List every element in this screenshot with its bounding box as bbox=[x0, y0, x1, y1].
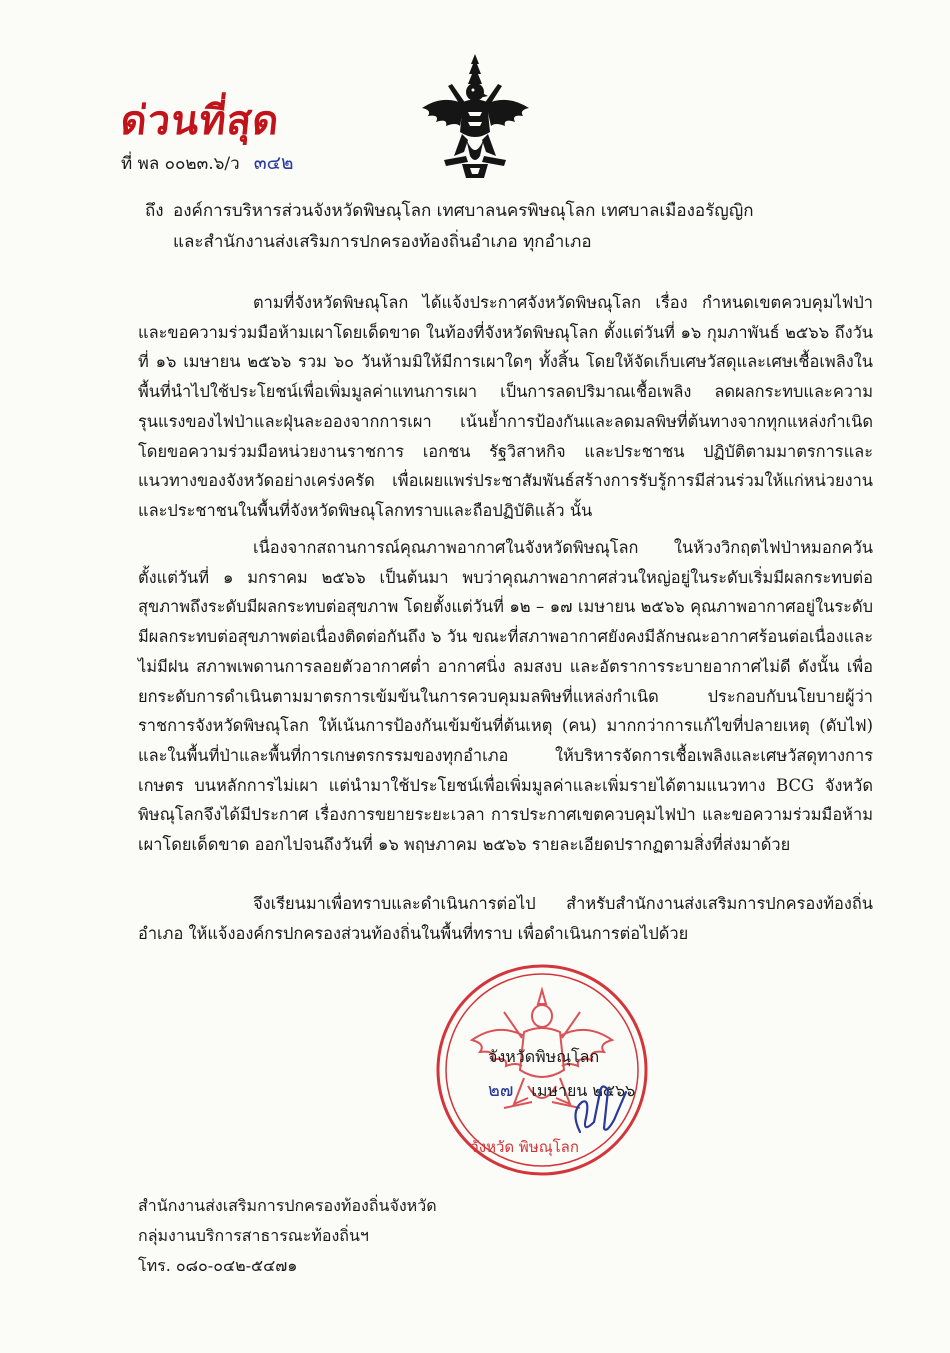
contact-footer bbox=[138, 1191, 437, 1281]
body-paragraph-1 bbox=[138, 288, 873, 526]
body-paragraph-3 bbox=[138, 889, 873, 948]
signing-day-handwritten: ๒๗ bbox=[488, 1080, 514, 1101]
body-paragraph-1-text: ตามที่จังหวัดพิษณุโลก ได้แจ้งประกาศจังหวัดพิษณุโลก เรื่อง กำหนดเขตควบคุมไฟป่า และขอความร่วมมือห้ามเผาโดยเด็ดขาด ในท้องที่จังหวัดพิษณุโลก ตั้งแต่วันที่ ๑๖ กุมภาพันธ์ ๒๕๖๖ ถึงวันที่ ๑๖ เมษายน ๒๕๖๖ รวม ๖๐ วันห้ามมิให้มีการเผาใดๆ ทั้งสิ้น โดยให้จัดเก็บเศษวัสดุและเศษเชื้อเพลิงในพื้นที่นำไปใช้ประโยชน์เพื่อเพิ่มมูลค่าแทนการเผา เป็นการลดปริมาณเชื้อเพลิง ลดผลกระทบและความรุนแรงของไฟป่าและฝุ่นละอองจากการเผา เน้นย้ำการป้องกันและลดมลพิษที่ต้นทางจากทุกแหล่งกำเนิด โดยขอความร่วมมือหน่วยงานราชการ เอกชน รัฐวิสาหกิจ และประชาชน ปฏิบัติตามมาตรการและแนวทางของจังหวัดอย่างเคร่งครัด เพื่อเผยแพร่ประชาสัมพันธ์สร้างการรับรู้การมีส่วนร่วมให้แก่หน่วยงานและประชาชนในพื้นที่จังหวัดพิษณุโลกทราบและถือปฏิบัติแล้ว นั้น bbox=[138, 293, 873, 520]
recipient-line-1: องค์การบริหารส่วนจังหวัดพิษณุโลก เทศบาลนครพิษณุโลก เทศบาลเมืองอรัญญิก bbox=[173, 201, 754, 221]
reference-number-text: ที่ พล ๐๐๒๓.๖/ว bbox=[121, 154, 240, 174]
footer-phone: โทร. ๐๘๐-๐๔๒-๕๔๗๑ bbox=[138, 1256, 298, 1275]
body-paragraph-3-text: จึงเรียนมาเพื่อทราบและดำเนินการต่อไป สำหรับสำนักงานส่งเสริมการปกครองท้องถิ่นอำเภอ ให้แจ้งองค์กรปกครองส่วนท้องถิ่นในพื้นที่ทราบ เพื่อดำเนินการต่อไปด้วย bbox=[138, 894, 873, 943]
recipient-block bbox=[145, 196, 754, 258]
body-paragraph-2-text: เนื่องจากสถานการณ์คุณภาพอากาศในจังหวัดพิษณุโลก ในห้วงวิกฤตไฟป่าหมอกควันตั้งแต่วันที่ ๑ มกราคม ๒๕๖๖ เป็นต้นมา พบว่าคุณภาพอากาศส่วนใหญ่อยู่ในระดับเริ่มมีผลกระทบต่อสุขภาพถึงระดับมีผลกระทบต่อสุขภาพ โดยตั้งแต่วันที่ ๑๒ – ๑๗ เมษายน ๒๕๖๖ คุณภาพอากาศอยู่ในระดับมีผลกระทบต่อสุขภาพต่อเนื่องติดต่อกันถึง ๖ วัน ขณะที่สภาพอากาศยังคงมีลักษณะอากาศร้อนต่อเนื่องและไม่มีฝน สภาพเพดานการลอยตัวอากาศต่ำ อากาศนิ่ง ลมสงบ และอัตราการระบายอากาศไม่ดี ดังนั้น เพื่อยกระดับการดำเนินตามมาตรการเข้มข้นในการควบคุมมลพิษที่แหล่งกำเนิด ประกอบกับนโยบายผู้ว่าราชการจังหวัดพิษณุโลก ให้เน้นการป้องกันเข้มข้นที่ต้นเหตุ (คน) มากกว่าการแก้ไขที่ปลายเหตุ (ดับไฟ) และในพื้นที่ป่าและพื้นที่การเกษตรกรรมของทุกอำเภอ ให้บริหารจัดการเชื้อเพลิงและเศษวัสดุทางการเกษตร บนหลักการไม่เผา แต่นำมาใช้ประโยชน์เพื่อเพิ่มมูลค่าและเพิ่มรายได้ตามแนวทาง BCG จังหวัดพิษณุโลกจึงได้มีประกาศ เรื่องการขยายระยะเวลา การประกาศเขตควบคุมไฟป่า และขอความร่วมมือห้ามเผาโดยเด็ดขาด ออกไปจนถึงวันที่ ๑๖ พฤษภาคม ๒๕๖๖ รายละเอียดปรากฏตามสิ่งที่ส่งมาด้วย bbox=[138, 538, 873, 855]
body-paragraph-2 bbox=[138, 533, 873, 860]
issuer-name: จังหวัดพิษณุโลก bbox=[488, 1047, 600, 1066]
seal-text: จังหวัด พิษณุโลก bbox=[470, 1138, 579, 1156]
garuda-emblem-icon bbox=[418, 52, 533, 182]
footer-division: กลุ่มงานบริการสาธารณะท้องถิ่นฯ bbox=[138, 1226, 369, 1245]
recipient-line-2: และสำนักงานส่งเสริมการปกครองท้องถิ่นอำเภอ ทุกอำเภอ bbox=[173, 232, 592, 252]
handwritten-signature-icon bbox=[560, 1072, 630, 1142]
footer-office: สำนักงานส่งเสริมการปกครองท้องถิ่นจังหวัด bbox=[138, 1196, 437, 1215]
recipient-label: ถึง bbox=[145, 201, 164, 221]
reference-number-handwritten: ๓๔๒ bbox=[253, 152, 294, 174]
signing-month-year: เมษายน ๒๕๖๖ bbox=[531, 1081, 636, 1100]
urgent-stamp: ด่วนที่สุด bbox=[118, 97, 282, 144]
reference-number bbox=[121, 148, 294, 178]
